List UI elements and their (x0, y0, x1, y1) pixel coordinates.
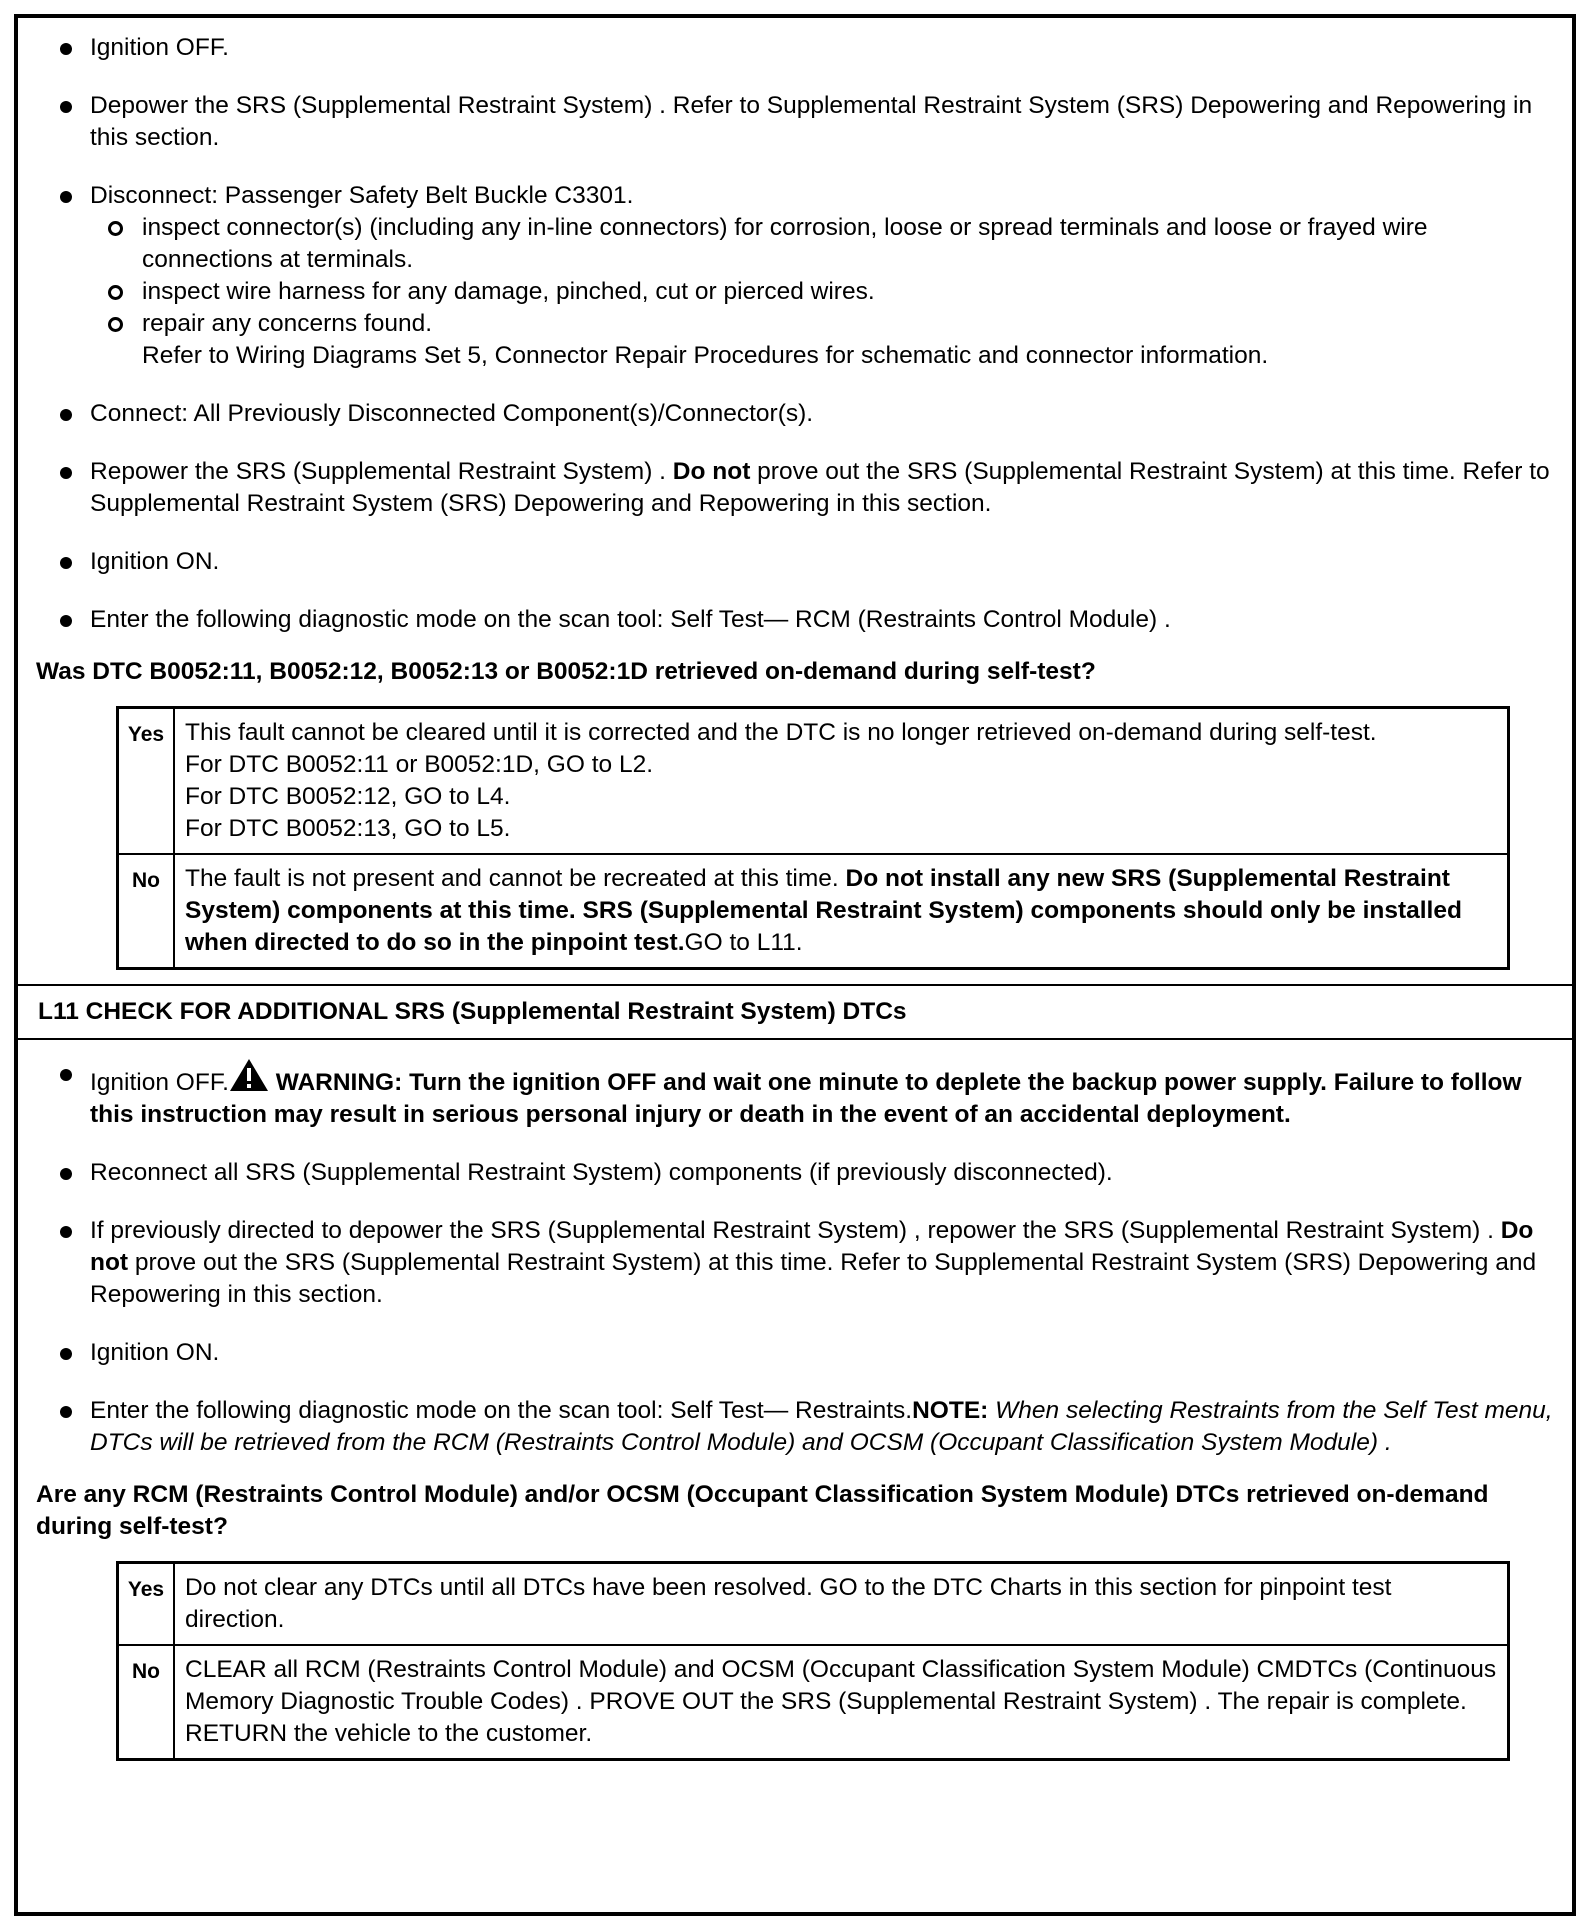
inspection-sublist (90, 212, 1558, 372)
bullet-disconnect: Disconnect: Passenger Safety Belt Buckle C3301. (38, 180, 1558, 212)
bullet-ignition-off: Ignition OFF. (38, 32, 1558, 64)
step-section-l11 (18, 1040, 1572, 1761)
yes-line: For DTC B0052:11 or B0052:1D, GO to L2. (185, 751, 654, 778)
yes-line: This fault cannot be cleared until it is corrected and the DTC is no longer retrieved on-demand during self-test. (185, 719, 1377, 746)
yes-line: For DTC B0052:13, GO to L5. (185, 815, 511, 842)
yes-label: Yes (118, 708, 175, 855)
bullet-connect: Connect: All Previously Disconnected Component(s)/Connector(s). (38, 398, 1558, 430)
no-label: No (118, 1645, 175, 1760)
no-answer: The fault is not present and cannot be recreated at this time. Do not install any new SRS (Supplemental Restraint System) components at this time. SRS (Supplemental Restraint System) components should only be installed when directed to do so in the pinpoint test.GO to L11. (174, 854, 1509, 969)
step-section-l10 (18, 18, 1572, 970)
table-row-yes (118, 708, 1509, 855)
yes-no-table (116, 1561, 1510, 1761)
question-dtcs-retrieved: Are any RCM (Restraints Control Module) and/or OCSM (Occupant Classification System Module) DTCs retrieved on-demand during self-test? (36, 1481, 1489, 1540)
bullet-repower-l11: If previously directed to depower the SRS (Supplemental Restraint System) , repower the SRS (Supplemental Restraint System) . Do not prove out the SRS (Supplemental Restraint System) at this time. Refer to Supplemental Restraint System (SRS) Depowering and Repowering in this section. (38, 1215, 1558, 1311)
step-heading-l11: L11 CHECK FOR ADDITIONAL SRS (Supplemental Restraint System) DTCs (38, 998, 907, 1025)
table-row-no (118, 1645, 1509, 1760)
sub-item-note: Refer to Wiring Diagrams Set 5, Connector Repair Procedures for schematic and connector information. (142, 342, 1269, 369)
sub-item-connector: inspect connector(s) (including any in-line connectors) for corrosion, loose or spread terminals and loose or frayed wire connections at terminals. (90, 212, 1558, 276)
bullet-repower: Repower the SRS (Supplemental Restraint System) . Do not prove out the SRS (Supplemental Restraint System) at this time. Refer to Supplemental Restraint System (SRS) Depowering and Repowering in this section. (38, 456, 1558, 520)
bullet-ignition-off-warning: Ignition OFF. WARNING: Turn the ignition OFF and wait one minute to deplete the backup power supply. Failure to follow this instruction may result in serious personal injury or death in the event of an accidental deployment. (38, 1058, 1558, 1131)
warning-icon (229, 1058, 269, 1092)
yes-answer: Do not clear any DTCs until all DTCs have been resolved. GO to the DTC Charts in this section for pinpoint test direction. (174, 1563, 1509, 1646)
no-label: No (118, 854, 175, 969)
bullet-enter-mode-l11: Enter the following diagnostic mode on the scan tool: Self Test— Restraints.NOTE: When selecting Restraints from the Self Test menu, DTCs will be retrieved from the RCM (Restraints Control Module) and OCSM (Occupant Classification System Module) . (38, 1395, 1558, 1459)
no-answer: CLEAR all RCM (Restraints Control Module) and OCSM (Occupant Classification System Module) CMDTCs (Continuous Memory Diagnostic Trouble Codes) . PROVE OUT the SRS (Supplemental Restraint System) . The repair is complete. RETURN the vehicle to the customer. (174, 1645, 1509, 1760)
table-row-yes (118, 1563, 1509, 1646)
sub-item-harness: inspect wire harness for any damage, pinched, cut or pierced wires. (90, 276, 1558, 308)
bullet-ignition-on-l11: Ignition ON. (38, 1337, 1558, 1369)
yes-answer (174, 708, 1509, 855)
yes-label: Yes (118, 1563, 175, 1646)
table-row-no (118, 854, 1509, 969)
bullet-enter-mode: Enter the following diagnostic mode on the scan tool: Self Test— RCM (Restraints Control Module) . (38, 604, 1558, 636)
bullet-reconnect: Reconnect all SRS (Supplemental Restraint System) components (if previously disconnected). (38, 1157, 1558, 1189)
question-dtc-retrieved: Was DTC B0052:11, B0052:12, B0052:13 or B0052:1D retrieved on-demand during self-test? (36, 658, 1096, 685)
document-frame (14, 14, 1576, 1916)
bullet-depower: Depower the SRS (Supplemental Restraint System) . Refer to Supplemental Restraint System (SRS) Depowering and Repowering in this section. (38, 90, 1558, 154)
sub-item-repair: repair any concerns found. (90, 308, 1558, 340)
yes-line: For DTC B0052:12, GO to L4. (185, 783, 511, 810)
bullet-ignition-on: Ignition ON. (38, 546, 1558, 578)
yes-no-table (116, 706, 1510, 970)
